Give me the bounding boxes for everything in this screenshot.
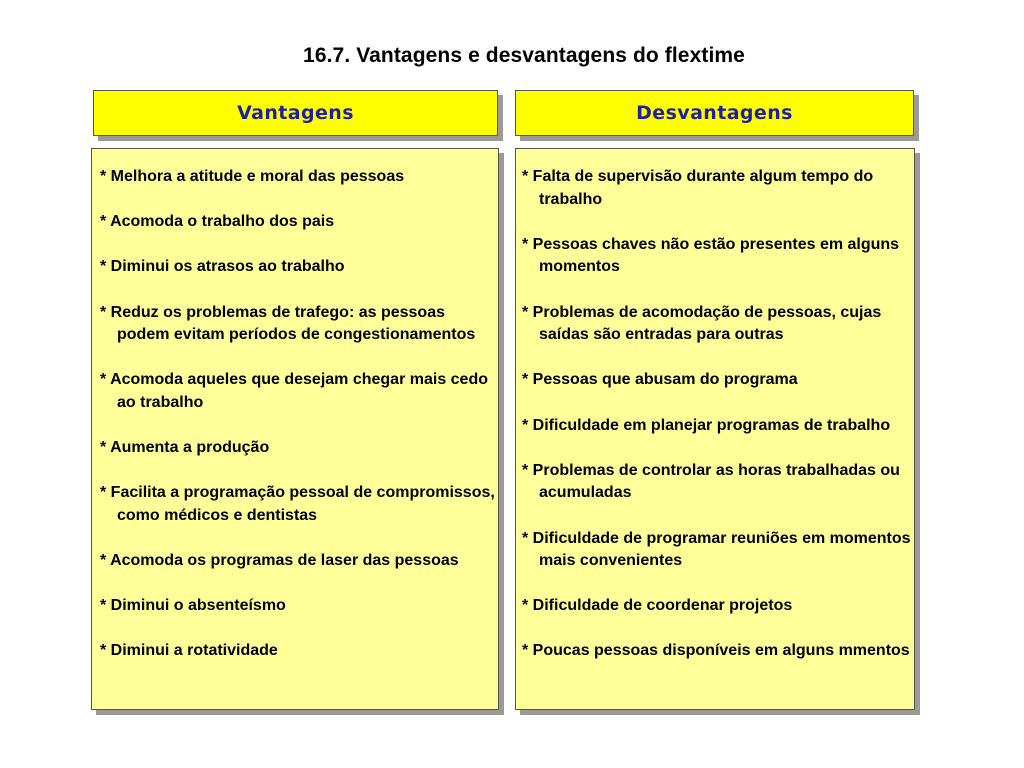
advantage-item: * Facilita a programação pessoal de compromissos, como médicos e dentistas	[100, 484, 495, 524]
advantage-item: * Reduz os problemas de trafego: as pessoas podem evitam períodos de congestionamentos	[100, 303, 476, 344]
disadvantages-header-label: Desvantagens	[636, 102, 793, 124]
advantage-item: * Acomoda os programas de laser das pessoas	[100, 552, 459, 570]
advantage-item: * Acomoda o trabalho dos pais	[100, 213, 335, 231]
advantage-item: * Melhora a atitude e moral das pessoas	[100, 168, 405, 185]
disadvantages-list-box	[515, 148, 915, 710]
slide-title: 16.7. Vantagens e desvantagens do flextime	[303, 44, 745, 67]
advantage-item: * Aumenta a produção	[100, 439, 270, 457]
disadvantage-item: * Dificuldade de coordenar projetos	[522, 597, 793, 615]
advantage-item: * Acomoda aqueles que desejam chegar mais cedo ao trabalho	[100, 371, 488, 411]
disadvantage-item: * Falta de supervisão durante algum tempo do trabalho	[522, 168, 874, 208]
disadvantage-item: * Problemas de controlar as horas trabalhadas ou acumuladas	[522, 461, 900, 502]
advantages-list-box	[91, 148, 499, 710]
disadvantage-item: * Pessoas chaves não estão presentes em alguns momentos	[522, 235, 900, 276]
disadvantages-header	[515, 90, 914, 136]
advantages-header-label: Vantagens	[237, 102, 354, 124]
disadvantage-item: * Dificuldade de programar reuniões em momentos mais convenientes	[522, 529, 911, 570]
disadvantage-item: * Poucas pessoas disponíveis em alguns mmentos	[522, 642, 910, 660]
advantage-item: * Diminui os atrasos ao trabalho	[100, 258, 345, 276]
advantage-item: * Diminui a rotatividade	[100, 642, 278, 660]
disadvantages-list	[516, 149, 914, 663]
disadvantage-item: * Problemas de acomodação de pessoas, cujas saídas são entradas para outras	[522, 303, 882, 344]
disadvantage-item: * Dificuldade em planejar programas de trabalho	[522, 416, 891, 434]
advantages-list	[92, 149, 498, 663]
disadvantage-item: * Pessoas que abusam do programa	[522, 371, 798, 389]
advantage-item: * Diminui o absenteísmo	[100, 597, 286, 615]
advantages-header	[93, 90, 498, 136]
